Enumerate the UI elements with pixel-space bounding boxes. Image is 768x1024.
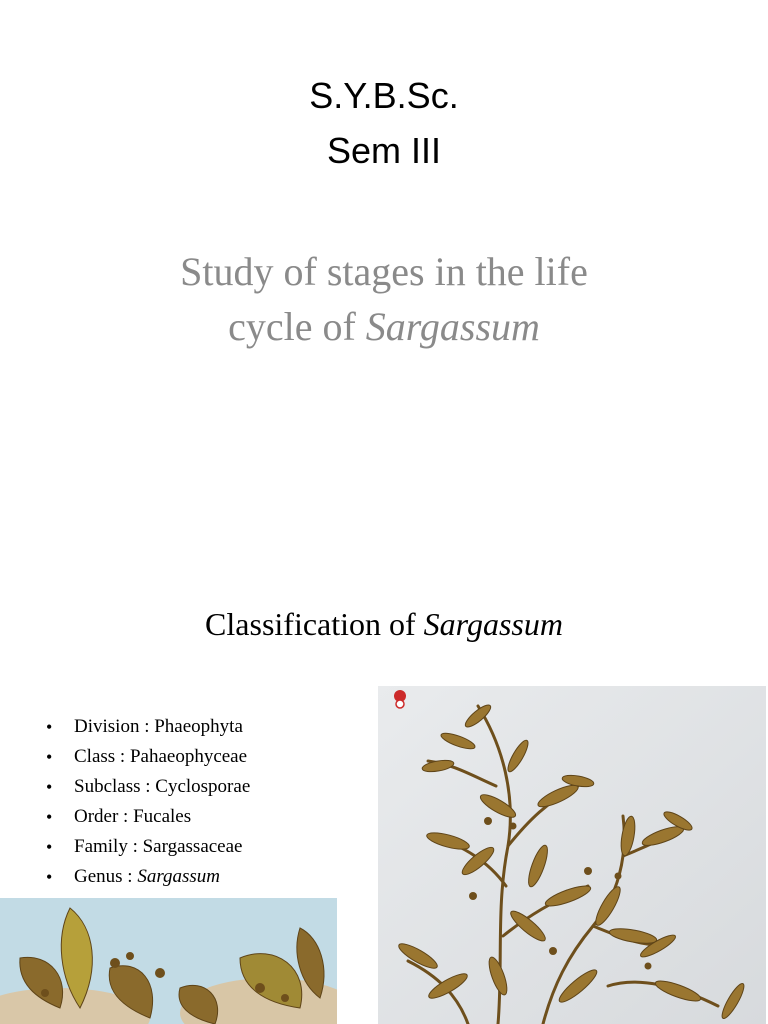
list-item	[40, 772, 250, 802]
list-item	[40, 862, 250, 892]
seaweed-illustration	[378, 686, 766, 1024]
genus-label-prefix: Genus :	[74, 866, 138, 887]
classification-title	[0, 606, 768, 643]
class-label: Class : Pahaeophyceae	[74, 746, 248, 767]
slide-classification	[0, 576, 768, 1024]
classification-title-genus: Sargassum	[423, 606, 563, 642]
sargassum-closeup-photo	[0, 898, 337, 1024]
bullet-icon: •	[46, 837, 53, 857]
subclass-label: Subclass : Cyclosporae	[74, 776, 251, 797]
subtitle-line-1: Study of stages in the life	[180, 249, 588, 294]
bullet-icon: •	[46, 717, 53, 737]
course-heading	[0, 68, 768, 178]
genus-label-italic: Sargassum	[137, 866, 221, 887]
seaweed-closeup-illustration	[0, 898, 337, 1024]
bullet-icon: •	[46, 747, 53, 767]
list-item	[40, 742, 250, 772]
bullet-icon: •	[46, 777, 53, 797]
subtitle-line-2	[0, 299, 768, 354]
course-line-1: S.Y.B.Sc.	[309, 75, 459, 116]
subtitle-line-2-prefix: cycle of	[228, 304, 366, 349]
list-item	[40, 832, 250, 862]
list-item	[40, 802, 250, 832]
classification-title-prefix: Classification of	[205, 606, 424, 642]
classification-list	[40, 712, 250, 892]
course-line-2: Sem III	[326, 130, 442, 171]
division-label: Division : Phaeophyta	[74, 716, 243, 737]
family-label: Family : Sargassaceae	[74, 836, 243, 857]
order-label: Order : Fucales	[74, 806, 192, 827]
subtitle-genus: Sargassum	[365, 304, 540, 349]
bullet-icon: •	[46, 867, 53, 887]
sargassum-specimen-photo	[378, 686, 766, 1024]
bullet-icon: •	[46, 807, 53, 827]
slide-subtitle	[0, 244, 768, 354]
list-item	[40, 712, 250, 742]
